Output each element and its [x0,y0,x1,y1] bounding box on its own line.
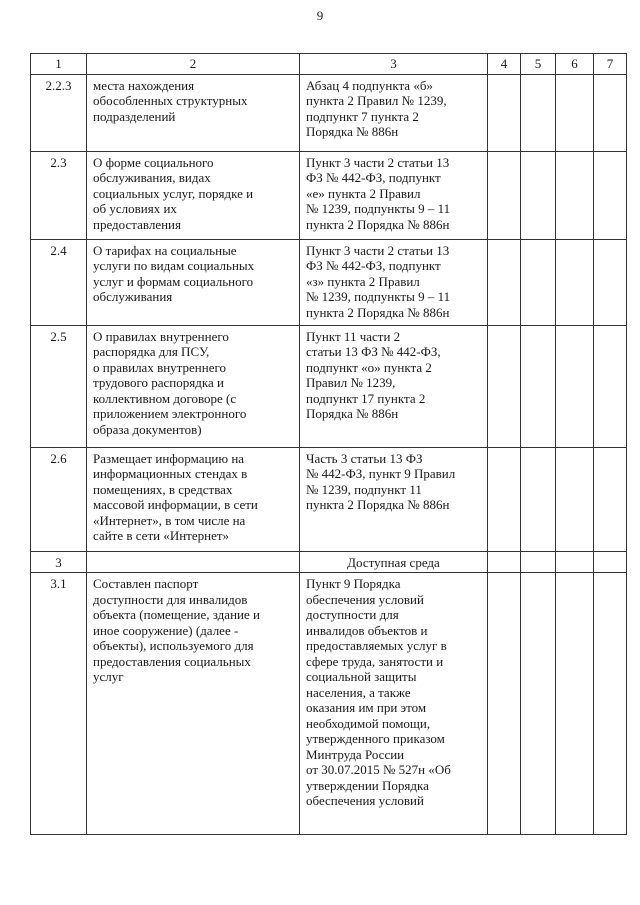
row-number: 2.3 [31,151,87,239]
header-col-1: 1 [31,54,87,75]
page-number: 9 [316,8,324,23]
row-legal-basis: Пункт 3 части 2 статьи 13 ФЗ № 442-ФЗ, подпункт «з» пункта 2 Правил № 1239, подпункты 9 – 11 пункта 2 Порядка № 886н [300,239,488,325]
empty-cell [521,74,556,151]
empty-cell [594,239,627,325]
row-number: 2.2.3 [31,74,87,151]
empty-cell [87,551,300,573]
table-row [31,151,627,239]
row-number: 2.5 [31,325,87,447]
empty-cell [556,325,594,447]
empty-cell [556,447,594,551]
empty-cell [556,239,594,325]
table-row [31,447,627,551]
empty-cell [521,447,556,551]
empty-cell [594,74,627,151]
empty-cell [521,573,556,835]
table-row [31,239,627,325]
empty-cell [488,573,521,835]
table-row [31,325,627,447]
empty-cell [521,151,556,239]
section-number: 3 [31,551,87,573]
empty-cell [488,551,521,573]
header-row [31,54,627,75]
row-item: О правилах внутреннего распорядка для ПСУ, о правилах внутреннего трудового распорядка и коллективном договоре (с приложением электронного образа документов) [87,325,300,447]
header-col-2: 2 [87,54,300,75]
empty-cell [488,151,521,239]
empty-cell [594,573,627,835]
empty-cell [556,573,594,835]
empty-cell [594,551,627,573]
row-legal-basis: Абзац 4 подпункта «б» пункта 2 Правил № 1239, подпункт 7 пункта 2 Порядка № 886н [300,74,488,151]
checklist-table [30,53,627,835]
header-col-3: 3 [300,54,488,75]
header-col-4: 4 [488,54,521,75]
empty-cell [488,325,521,447]
empty-cell [521,239,556,325]
row-legal-basis: Пункт 3 части 2 статьи 13 ФЗ № 442-ФЗ, подпункт «е» пункта 2 Правил № 1239, подпункты 9 – 11 пункта 2 Порядка № 886н [300,151,488,239]
empty-cell [488,239,521,325]
empty-cell [521,551,556,573]
header-col-6: 6 [556,54,594,75]
row-legal-basis: Часть 3 статьи 13 ФЗ № 442-ФЗ, пункт 9 Правил № 1239, подпункт 11 пункта 2 Порядка № 886н [300,447,488,551]
header-col-7: 7 [594,54,627,75]
row-legal-basis: Пункт 9 Порядка обеспечения условий доступности для инвалидов объектов и предоставляемых услуг в сфере труда, занятости и социальной защиты населения, а также оказания им при этом необходимой помощи, утвержденного приказом Минтруда России от 30.07.2015 № 527н «Об утверждении Порядка обеспечения условий [300,573,488,835]
table-row [31,74,627,151]
row-number: 2.6 [31,447,87,551]
row-item: О форме социального обслуживания, видах социальных услуг, порядке и об условиях их предоставления [87,151,300,239]
empty-cell [594,447,627,551]
row-legal-basis: Пункт 11 части 2 статьи 13 ФЗ № 442-ФЗ, подпункт «о» пункта 2 Правил № 1239, подпункт 17 пункта 2 Порядка № 886н [300,325,488,447]
table-row [31,573,627,835]
empty-cell [594,325,627,447]
empty-cell [488,74,521,151]
row-number: 2.4 [31,239,87,325]
header-col-5: 5 [521,54,556,75]
section-row [31,551,627,573]
empty-cell [556,74,594,151]
empty-cell [488,447,521,551]
section-title: Доступная среда [300,551,488,573]
row-item: места нахождения обособленных структурных подразделений [87,74,300,151]
row-item: Составлен паспорт доступности для инвалидов объекта (помещение, здание и иное сооружение) (далее - объекты), используемого для предоставления социальных услуг [87,573,300,835]
row-item: О тарифах на социальные услуги по видам социальных услуг и формам социального обслуживания [87,239,300,325]
row-item: Размещает информацию на информационных стендах в помещениях, в средствах массовой информации, в сети «Интернет», в том числе на сайте в сети «Интернет» [87,447,300,551]
empty-cell [556,551,594,573]
row-number: 3.1 [31,573,87,835]
empty-cell [556,151,594,239]
empty-cell [521,325,556,447]
empty-cell [594,151,627,239]
